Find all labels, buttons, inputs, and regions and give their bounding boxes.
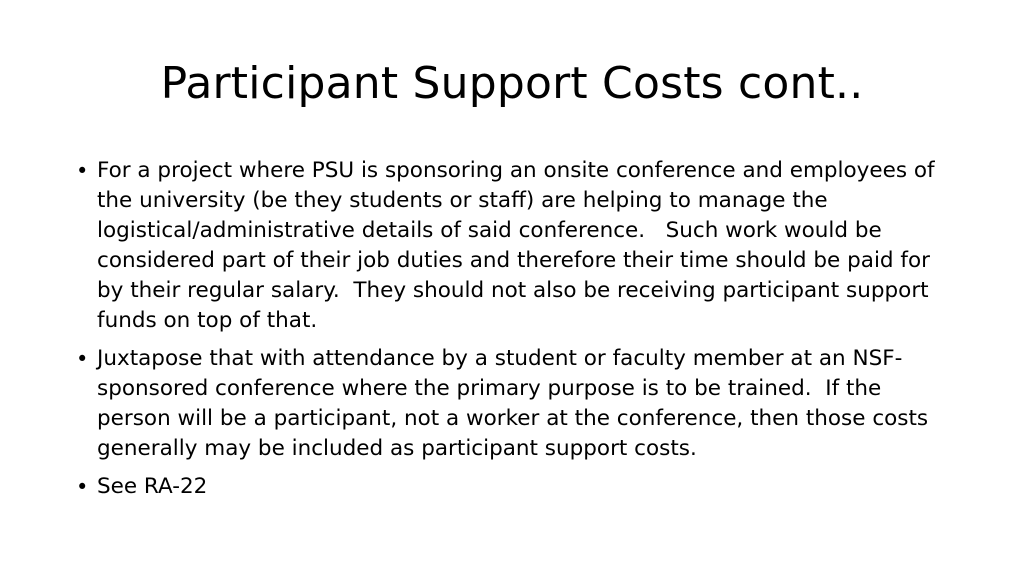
- bullet-text: See RA-22: [97, 474, 208, 499]
- bullet-item: [76, 344, 956, 464]
- bullet-item: [76, 472, 956, 502]
- bullet-dot-icon: •: [76, 347, 89, 371]
- bullet-list: [76, 156, 956, 510]
- bullet-dot-icon: •: [76, 159, 89, 183]
- bullet-text: Juxtapose that with attendance by a student or faculty member at an NSF-sponsored conference where the primary purpose is to be trained. If the person will be a participant, not a worker at the conference, then those costs generally may be included as participant support costs.: [97, 346, 935, 461]
- bullet-dot-icon: •: [76, 475, 89, 499]
- slide-title: Participant Support Costs cont..: [160, 58, 864, 109]
- bullet-text: For a project where PSU is sponsoring an onsite conference and employees of the university (be they students or staff) are helping to manage the logistical/administrative details of said conference. Such work would be considered part of their job duties and therefore their time should be paid for by their regular salary. They should not also be receiving participant support funds on top of that.: [97, 158, 942, 333]
- bullet-item: [76, 156, 956, 336]
